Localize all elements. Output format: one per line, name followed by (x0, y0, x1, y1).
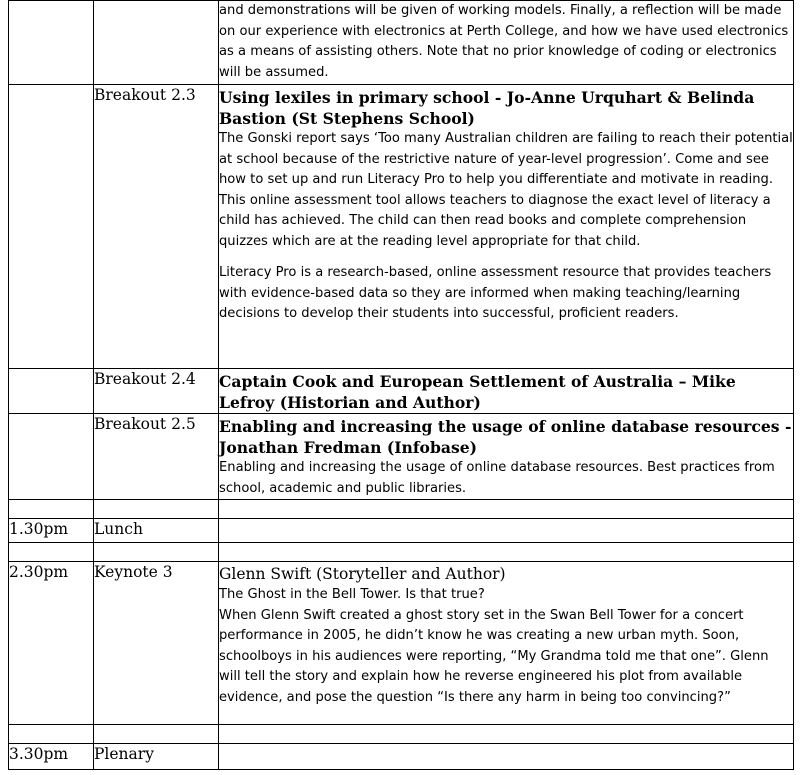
empty-cell (94, 500, 219, 519)
session-description: The Gonski report says ‘Too many Australian children are failing to reach their potential at school because of the restrictive nature of year-level progression’. Come and see how to set up and run Literacy Pro to help you differentiate and motivate in reading. This online assessment tool allows teachers to diagnose the exact level of literacy a child has achieved. The child can then read books and complete comprehension quizzes which are at the reading level appropriate for that child. (219, 131, 793, 249)
session-cell: Plenary (94, 744, 219, 770)
session-description: and demonstrations will be given of working models. Finally, a reflection will be made on our experience with electronics at Perth College, and how we have used electronics as a means of assisting others. Note that no prior knowledge of coding or electronics will be assumed. (219, 3, 789, 80)
session-title: Enabling and increasing the usage of online database resources - Jonathan Fredman (Infobase) (219, 417, 792, 457)
description-cell (219, 744, 794, 770)
paragraph-gap (219, 252, 793, 263)
table-row (9, 414, 794, 500)
session-cell: Breakout 2.4 (94, 369, 219, 414)
description-cell (219, 85, 794, 369)
description-cell (219, 519, 794, 543)
session-cell: Lunch (94, 519, 219, 543)
time-cell (9, 369, 94, 414)
session-title: Captain Cook and European Settlement of Australia – Mike Lefroy (Historian and Author) (219, 372, 736, 412)
empty-cell (219, 725, 794, 744)
table-row (9, 543, 794, 562)
empty-cell (9, 500, 94, 519)
empty-cell (9, 543, 94, 562)
table-row (9, 369, 794, 414)
table-row (9, 562, 794, 725)
session-cell (94, 1, 219, 85)
description-cell (219, 562, 794, 725)
empty-cell (219, 543, 794, 562)
time-cell: 3.30pm (9, 744, 94, 770)
time-cell (9, 414, 94, 500)
table-row (9, 744, 794, 770)
empty-cell (219, 500, 794, 519)
session-description: Literacy Pro is a research-based, online assessment resource that provides teachers with evidence-based data so they are informed when making teaching/learning decisions to develop their students into successful, proficient readers. (219, 265, 772, 321)
session-subtitle: The Ghost in the Bell Tower. Is that true? (219, 587, 485, 602)
session-title: Using lexiles in primary school - Jo-Anne Urquhart & Belinda Bastion (St Stephens School) (219, 88, 755, 128)
time-cell (9, 1, 94, 85)
time-cell (9, 85, 94, 369)
time-cell: 1.30pm (9, 519, 94, 543)
session-description: Enabling and increasing the usage of online database resources. Best practices from school, academic and public libraries. (219, 460, 775, 496)
table-row (9, 519, 794, 543)
speaker-name: Glenn Swift (Storyteller and Author) (219, 565, 506, 583)
session-description: When Glenn Swift created a ghost story set in the Swan Bell Tower for a concert performance in 2005, he didn’t know he was creating a new urban myth. Soon, schoolboys in his audiences were reporting, “My Grandma told me that one”. Glenn will tell the story and explain how he reverse engineered his plot from available evidence, and pose the question “Is there any harm in being too convincing?” (219, 607, 769, 705)
table-row (9, 1, 794, 85)
session-cell: Breakout 2.5 (94, 414, 219, 500)
table-row (9, 500, 794, 519)
table-row (9, 85, 794, 369)
empty-cell (94, 543, 219, 562)
description-cell (219, 1, 794, 85)
session-cell: Keynote 3 (94, 562, 219, 725)
program-table (8, 0, 794, 770)
empty-cell (94, 725, 219, 744)
empty-cell (9, 725, 94, 744)
description-cell (219, 414, 794, 500)
time-cell: 2.30pm (9, 562, 94, 725)
description-cell (219, 369, 794, 414)
session-cell: Breakout 2.3 (94, 85, 219, 369)
table-row (9, 725, 794, 744)
